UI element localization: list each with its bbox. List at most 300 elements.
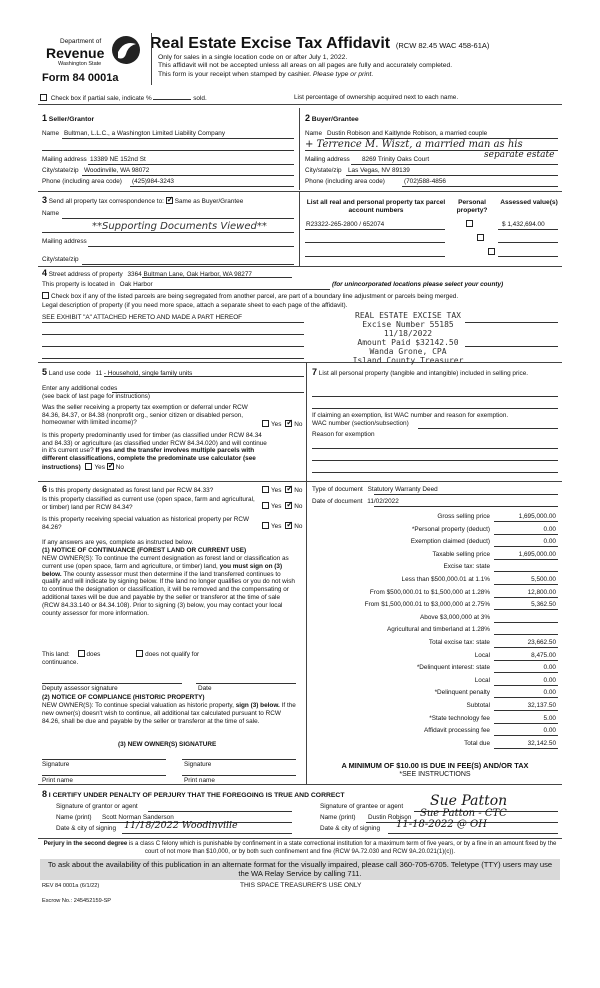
tax-row-label: Exemption claimed (deduct) (410, 538, 490, 546)
tax-row (312, 613, 558, 626)
tax-row-line (494, 622, 558, 623)
segregated-label: Check box if any of the listed parcels are being segregated from another parcel, are part of a boundary line adjustment or parcels being merged. (51, 293, 459, 300)
see-back-label: (see back of last page for instructions) (42, 393, 150, 400)
grantor-date-hand: 11/18/2022 Woodinville (124, 820, 238, 831)
forest-q1 (42, 484, 260, 495)
buyer-city-value[interactable]: Las Vegas, NV 89139 (348, 167, 410, 174)
wac-label: WAC number (section/subsection) (312, 420, 409, 427)
header-note1: Only for sales in a single location code on or after July 1, 2022. (158, 54, 348, 61)
personal-property-checkbox-2[interactable] (477, 234, 484, 241)
tax-row (312, 676, 558, 689)
perjury-a: Perjury in the second degree (43, 840, 128, 847)
buyer-heading (305, 113, 359, 124)
owner-sig-label-1: Signature (42, 761, 70, 768)
buyer-num: 2 (305, 113, 311, 123)
tax-row-value[interactable]: 1,695,000.00 (518, 550, 556, 558)
escrow-number: Escrow No.: 245452159-SP (42, 898, 112, 904)
field-line (62, 138, 294, 139)
tax-row-line (494, 710, 558, 711)
tax-row-label: Agricultural and timberland at 1.28% (386, 626, 490, 634)
parcel-col3-header: Assessed value(s) (500, 199, 558, 206)
personal-property-checkbox-1[interactable] (466, 220, 473, 227)
tax-row-value[interactable]: 0.00 (543, 727, 556, 735)
corr-mailing-label: Mailing address (42, 238, 87, 245)
partial-sold-label: sold. (193, 95, 207, 102)
exemption-no-checkbox[interactable] (285, 420, 292, 427)
tax-row-line (494, 546, 558, 547)
tax-row-label: Excise tax: state (443, 563, 490, 571)
tax-row-label: *Delinquent interest: state (416, 664, 490, 672)
tax-row-label: Less than $500,000.01 at 1.1% (401, 576, 490, 583)
tax-row-label: From $1,500,000.01 to $3,000,000 at 2.75% (364, 601, 490, 609)
tax-row (312, 701, 558, 714)
stamp-l3: 11/18/2022 (383, 328, 433, 338)
timber-question-a: Is this property predominantly used for timber (as classified under RCW 84.34 and 84.33) or agriculture (as classified under RCW 84.34.020) and will continue in it's current use? (42, 432, 267, 455)
tax-row-line (494, 748, 558, 749)
tax-row (312, 688, 558, 701)
timber-question (42, 432, 272, 471)
property-num: 4 (42, 268, 48, 278)
dept-line3: Washington State (58, 61, 102, 67)
field-line (498, 242, 558, 243)
yes-label: Yes (271, 421, 282, 428)
field-line (42, 150, 294, 151)
field-line (182, 759, 296, 760)
header-note3: This form is your receipt when stamped by cashier. (158, 70, 311, 78)
additional-codes-label: Enter any additional codes (42, 385, 118, 392)
forest-q2-yesno (262, 502, 302, 511)
yes-label: Yes (271, 487, 282, 494)
deputy-date-label: Date (198, 685, 212, 692)
tax-row-value[interactable]: 0.00 (543, 689, 556, 697)
exemption-yes-checkbox[interactable] (262, 420, 269, 427)
doc-type-row (312, 486, 438, 494)
tax-row-value[interactable]: 0.00 (543, 676, 556, 684)
land-use-value[interactable]: 11 - Household, single family units (95, 370, 193, 377)
grantee-date-label: Date & city of signing (320, 825, 381, 832)
property-street-value[interactable]: 3364 Bultman Lane, Oak Harbor, WA 98277 (127, 271, 252, 278)
tax-row-label: *State technology fee (429, 714, 490, 722)
field-line (88, 246, 294, 247)
stamp-l5: Wanda Grone, CPA (369, 346, 447, 356)
buyer-mailing-label: Mailing address (305, 156, 350, 163)
treasurer-use-only: THIS SPACE TREASURER'S USE ONLY (240, 882, 362, 889)
dor-swirl-icon (110, 34, 142, 66)
grantee-name-value[interactable]: Dustin Robison (368, 814, 412, 821)
tax-row-value[interactable]: 32,142.50 (527, 739, 556, 747)
partial-pct-field[interactable] (153, 99, 191, 100)
correspondence-label: Send all property tax correspondence to: (48, 198, 164, 205)
field-line (122, 833, 292, 834)
yes-label: Yes (271, 503, 282, 510)
property-location-row (42, 281, 153, 289)
perjury-b: is a class C felony which is punishable by confinement in a state correctional institution for a maximum term of five years, or by a fine in an amount fixed by the court of not more than $10,000, or by both such confinement and fine (RCW 9A.72.030 and RCW 9A.20.021(1)(c)). (127, 840, 557, 855)
header-note2: This affidavit will not be accepted unless all areas on all pages are fully and accurately completed. (158, 62, 453, 70)
tax-row (312, 562, 558, 575)
seller-phone-value[interactable]: (425)984-3243 (132, 178, 174, 185)
tax-row-line (494, 735, 558, 736)
no-label: No (294, 523, 303, 530)
tax-row-line (494, 647, 558, 648)
this-land-label: This land: (42, 651, 70, 658)
seller-name-value[interactable]: Bultman, L.L.C., a Washington Limited Liability Company (64, 130, 226, 137)
notice3-title: (3) NEW OWNER(S) SIGNATURE (118, 741, 217, 748)
tax-row-value[interactable]: 0.00 (543, 538, 556, 546)
personal-property-label: List all personal property (tangible and intangible) included in selling price. (318, 370, 529, 377)
tax-row (312, 600, 558, 613)
tax-row-value[interactable]: 1,695,000.00 (518, 513, 556, 520)
rule (38, 104, 562, 105)
parcel-number[interactable]: R23322-265-2800 / 652074 (306, 221, 385, 228)
field-line (42, 358, 304, 359)
field-line (104, 376, 304, 377)
doc-date-value[interactable]: 11/02/2022 (367, 498, 399, 505)
tax-row-line (494, 672, 558, 673)
rev-number: REV 84 0001a (6/1/22) (42, 883, 100, 889)
minimum-due: A MINIMUM OF $10.00 IS DUE IN FEE(S) AND/OR TAX (341, 761, 529, 770)
field-line (42, 775, 166, 776)
exemption-yesno (262, 420, 302, 429)
field-line (42, 232, 294, 233)
field-line (305, 229, 445, 230)
legal-description-label: Legal description of property (if you need more space, attach a separate sheet to each page of the affidavit). (42, 302, 348, 309)
tax-row (312, 663, 558, 676)
field-line (148, 811, 292, 812)
seller-city-label: City/state/zip (42, 167, 79, 174)
current-use-no-checkbox[interactable] (285, 502, 292, 509)
tax-row-line (494, 634, 558, 635)
grantee-sig-label: Signature of grantee or agent (320, 803, 404, 810)
tax-row-line (494, 723, 558, 724)
tax-row (312, 512, 558, 525)
corr-name-label: Name (42, 210, 60, 217)
personal-property-num: 7 (312, 367, 318, 377)
field-line (82, 264, 294, 265)
timber-no-checkbox[interactable] (107, 463, 114, 470)
grantor-sig-label: Signature of grantor or agent (56, 803, 138, 810)
buyer-mailing-value[interactable]: 8269 Trinity Oaks Court (362, 156, 430, 163)
does-not-checkbox[interactable] (136, 650, 143, 657)
notice2-a: NEW OWNER(S): To continue special valuation as historic property, (42, 702, 236, 709)
supporting-docs-stamp: **Supporting Documents Viewed** (92, 221, 267, 232)
personal-property-checkbox-3[interactable] (488, 248, 495, 255)
field-line (130, 186, 294, 187)
forest-num: 6 (42, 484, 48, 494)
seller-mailing-value[interactable]: 13389 NE 152nd St (90, 156, 146, 163)
grantee-name-hand: Sue Patton - CTC (420, 808, 507, 819)
tax-row-label: *Personal property (deduct) (411, 525, 490, 533)
if-any-yes: If any answers are yes, complete as instructed below. (42, 539, 194, 546)
tax-row-line (494, 559, 558, 560)
corr-city-label: City/state/zip (42, 256, 79, 263)
header-note3b: Please type or print. (312, 70, 374, 78)
field-line (42, 683, 182, 684)
same-as-buyer-checkbox[interactable] (166, 197, 173, 204)
dept-line1: Department of (60, 38, 102, 45)
forest-q3-yesno (262, 522, 302, 531)
field-line (388, 833, 558, 834)
tax-row-value[interactable]: 12,800.00 (527, 588, 556, 596)
tax-row (312, 726, 558, 739)
tax-row-label: Above $3,000,000 at 3% (420, 613, 490, 621)
segregated-row (42, 292, 562, 301)
stamp-l2: Excise Number 55185 (362, 319, 454, 329)
grantee-date-hand: 11-18-2022 @ OH (396, 819, 487, 830)
notice2-b: sign (3) below. (235, 702, 280, 709)
list-pct-note: List percentage of ownership acquired next to each name. (294, 94, 459, 101)
property-located-value[interactable]: Oak Harbor (119, 281, 153, 288)
tax-row (312, 537, 558, 550)
rule (38, 362, 562, 363)
does-label: does (86, 651, 101, 658)
seller-city-value[interactable]: Woodinville, WA 98072 (84, 167, 150, 174)
tax-row-label: Local (474, 676, 490, 684)
no-label: No (115, 463, 124, 471)
field-line (498, 229, 558, 230)
form-title: Real Estate Excise Tax Affidavit (150, 35, 391, 52)
tax-row-line (494, 534, 558, 535)
field-line (374, 494, 558, 495)
field-line (312, 408, 558, 409)
tax-row (312, 638, 558, 651)
owner-print-label-2: Print name (184, 777, 215, 784)
notice2-c: If the new owner(s) doesn't wish to continue, all additional tax calculated pursuant to RCW 84.26, shall be due and payable by the seller or transferor at the time of sale. (42, 702, 296, 725)
property-street-label: Street address of property (48, 271, 123, 278)
divider (306, 363, 307, 481)
tax-row-label: Total excise tax: state (428, 639, 490, 646)
tax-row (312, 739, 558, 752)
same-as-buyer-label: Same as Buyer/Grantee (174, 198, 244, 205)
form-rcw: (RCW 82.45 WAC 458-61A) (395, 41, 490, 50)
notice2-title: (2) NOTICE OF COMPLIANCE (HISTORIC PROPERTY) (42, 694, 205, 701)
partial-sale-row (40, 94, 560, 103)
continuance-label: continuance. (42, 659, 79, 666)
historic-no-checkbox[interactable] (285, 522, 292, 529)
buyer-phone-value[interactable]: (702)588-4856 (404, 178, 446, 185)
field-line (305, 242, 445, 243)
tax-row-value[interactable]: 0.00 (543, 664, 556, 672)
segregated-checkbox[interactable] (42, 292, 49, 299)
field-line (312, 396, 558, 397)
field-line (305, 256, 445, 257)
field-line (62, 218, 294, 219)
field-line (182, 775, 296, 776)
yes-label: Yes (271, 523, 282, 530)
rule (38, 838, 562, 839)
field-line (42, 334, 304, 335)
forest-no-checkbox[interactable] (285, 486, 292, 493)
grantee-name-label: Name (print) (320, 814, 356, 821)
notice1-a: NEW OWNER(S): To continue the current designation as forest land or classification as current use (open space, farm and agriculture, or timber) land, (42, 555, 289, 570)
correspondence-num: 3 (42, 195, 48, 205)
stamp-l1: REAL ESTATE EXCISE TAX (355, 311, 461, 320)
tax-row-value[interactable]: 8,475.00 (531, 651, 556, 659)
historic-yes-checkbox[interactable] (262, 522, 269, 529)
rule (38, 481, 562, 482)
no-label: No (294, 421, 303, 428)
seller-heading-label: Seller/Grantor (48, 116, 95, 123)
seller-heading (42, 113, 94, 124)
divider (306, 482, 307, 784)
header-notes (158, 54, 548, 79)
tax-row (312, 588, 558, 601)
tax-row-line (494, 521, 558, 522)
tax-row-label: Subtotal (466, 702, 490, 709)
tax-row-label: *Delinquent penalty (434, 689, 490, 697)
stamp-l4: Amount Paid $32142.50 (357, 337, 459, 347)
exemption-question: Was the seller receiving a property tax exemption or deferral under RCW 84.36, 84.37, or 84.38 (nonprofit org., senior citizen or disabled person, homeowner with limited income)? (42, 404, 248, 427)
owner-print-label-1: Print name (42, 777, 73, 784)
legal-exhibit[interactable]: SEE EXHIBIT "A" ATTACHED HERETO AND MADE A PART HEREOF (42, 314, 243, 321)
field-line (142, 277, 292, 278)
does-not-label: does not qualify for (145, 651, 200, 658)
title-bar (150, 34, 558, 52)
stamp-l6: Island County Treasurer (352, 355, 464, 365)
form-number: Form 84 0001a (42, 72, 119, 84)
timber-yes-checkbox[interactable] (85, 463, 92, 470)
grantor-name-value[interactable]: Scott Norman Sanderson (102, 814, 174, 821)
tax-row-value[interactable]: 32,137.50 (527, 702, 556, 709)
field-line (465, 322, 558, 323)
divider (299, 192, 300, 267)
field-line (312, 448, 558, 449)
buyer-heading-label: Buyer/Grantee (311, 116, 359, 123)
correspondence-heading (42, 195, 297, 206)
grantor-name-label: Name (print) (56, 814, 92, 821)
seller-name-label: Name (42, 130, 60, 137)
field-line (498, 256, 558, 257)
seller-num: 1 (42, 113, 48, 123)
field-line (196, 683, 296, 684)
does-checkbox[interactable] (78, 650, 85, 657)
reason-label: Reason for exemption (312, 431, 375, 438)
grantee-signature: Sue Patton (430, 793, 508, 809)
field-line (42, 346, 304, 347)
buyer-name-label: Name (305, 130, 323, 137)
unincorporated-note: (for unincorporated locations please select your county) (332, 281, 504, 288)
tax-row-value[interactable]: 5,500.00 (531, 576, 556, 583)
perjury-notice (40, 840, 560, 855)
tax-row-line (494, 584, 558, 585)
no-label: No (294, 487, 303, 494)
tax-row-label: Local (474, 651, 490, 659)
parcel-col1-header: List all real and personal property tax parcel account numbers (306, 199, 446, 214)
timber-question-b: If yes and the transfer involves multiple parcels with different classifications, complete the predominate use calculator (see instructions) (42, 447, 256, 471)
land-use-label: Land use code (48, 370, 91, 377)
tax-row-line (494, 609, 558, 610)
rule (38, 266, 562, 267)
field-line (42, 322, 304, 323)
doc-date-row (312, 498, 399, 506)
personal-property-label-row (312, 367, 558, 378)
field-line (465, 346, 558, 347)
forest-q1-text: Is this property designated as forest land per RCW 84.33? (48, 487, 214, 494)
rule (38, 784, 562, 785)
field-line (418, 428, 558, 429)
see-instructions: *SEE INSTRUCTIONS (399, 771, 471, 778)
field-line (346, 175, 558, 176)
buyer-handwritten-line1: + Terrence M. Wiszt, a married man as his (305, 139, 523, 150)
ada-notice: To ask about the availability of this publication in an alternate format for the visually impaired, please call 360-705-6705. Teletype (TTY) users may use the WA Relay Service by calling 711. (40, 859, 560, 880)
tax-row-label: From $500,000.01 to $1,500,000 at 1.28% (369, 588, 490, 596)
forest-yes-checkbox[interactable] (262, 486, 269, 493)
partial-sale-checkbox[interactable] (40, 94, 47, 101)
buyer-handwritten-line2: separate estate (484, 150, 555, 160)
notice1-title: (1) NOTICE OF CONTINUANCE (FOREST LAND OR CURRENT USE) (42, 547, 247, 554)
buyer-name-value[interactable]: Dustin Robison and Kaitlynde Robison, a married couple (327, 130, 488, 137)
forest-q2-text: Is this property classified as current use (open space, farm and agricultural, or timber) land per RCW 84.34? (42, 496, 255, 511)
tax-row-label: Gross selling price (437, 513, 490, 520)
certify-num: 8 (42, 789, 48, 799)
forest-q3-text: Is this property receiving special valuation as historical property per RCW 84.26? (42, 516, 250, 531)
tax-row-line (494, 597, 558, 598)
certify-heading (42, 789, 344, 800)
treasurer-stamp (338, 312, 478, 366)
assessed-value[interactable]: $ 1,432,694.00 (502, 221, 545, 228)
deputy-sig-label: Deputy assessor signature (42, 685, 118, 692)
parcel-col2-header: Personal property? (456, 199, 488, 214)
buyer-city-label: City/state/zip (305, 167, 342, 174)
no-label: No (294, 503, 303, 510)
doc-date-label: Date of document (312, 498, 363, 505)
tax-row-value[interactable]: 23,662.50 (527, 639, 556, 646)
header-note3-wrap (158, 71, 548, 79)
tax-row (312, 575, 558, 588)
buyer-phone-label: Phone (including area code) (305, 178, 385, 185)
rule (38, 191, 562, 192)
tax-row-label: Total due (464, 739, 490, 747)
tax-row (312, 651, 558, 664)
tax-row-value[interactable]: 0.00 (543, 525, 556, 533)
dept-line2: Revenue (46, 45, 105, 61)
notice1-b: you must sign on (3) below. (42, 562, 283, 578)
tax-row-line (494, 685, 558, 686)
tax-row-value[interactable]: 5.00 (543, 714, 556, 722)
notice1-body (42, 555, 296, 618)
land-use-num: 5 (42, 367, 48, 377)
certify-text: I CERTIFY UNDER PENALTY OF PERJURY THAT THE FOREGOING IS TRUE AND CORRECT (48, 792, 345, 799)
this-land-row (42, 650, 199, 659)
doc-type-label: Type of document (312, 486, 363, 493)
field-line (351, 164, 558, 165)
tax-row (312, 525, 558, 538)
tax-row-line (494, 697, 558, 698)
tax-row-line (494, 660, 558, 661)
field-line (42, 759, 166, 760)
field-line (130, 289, 330, 290)
field-line (374, 506, 558, 507)
field-line (312, 472, 558, 473)
tax-row (312, 714, 558, 727)
tax-row (312, 550, 558, 563)
property-located-label: This property is located in (42, 281, 115, 288)
owner-sig-label-2: Signature (184, 761, 212, 768)
tax-row-value[interactable]: 5,362.50 (531, 601, 556, 609)
field-line (88, 164, 294, 165)
tax-row (312, 625, 558, 638)
seller-phone-label: Phone (including area code) (42, 178, 122, 185)
doc-type-value[interactable]: Statutory Warranty Deed (367, 486, 438, 493)
tax-row-label: Taxable selling price (432, 550, 490, 558)
grantor-date-label: Date & city of signing (56, 825, 117, 832)
field-line (312, 460, 558, 461)
field-line (82, 175, 294, 176)
tax-row-label: Affidavit processing fee (424, 727, 490, 735)
current-use-yes-checkbox[interactable] (262, 502, 269, 509)
seller-mailing-label: Mailing address (42, 156, 87, 163)
yes-label: Yes (94, 463, 105, 471)
notice2-body (42, 702, 296, 725)
